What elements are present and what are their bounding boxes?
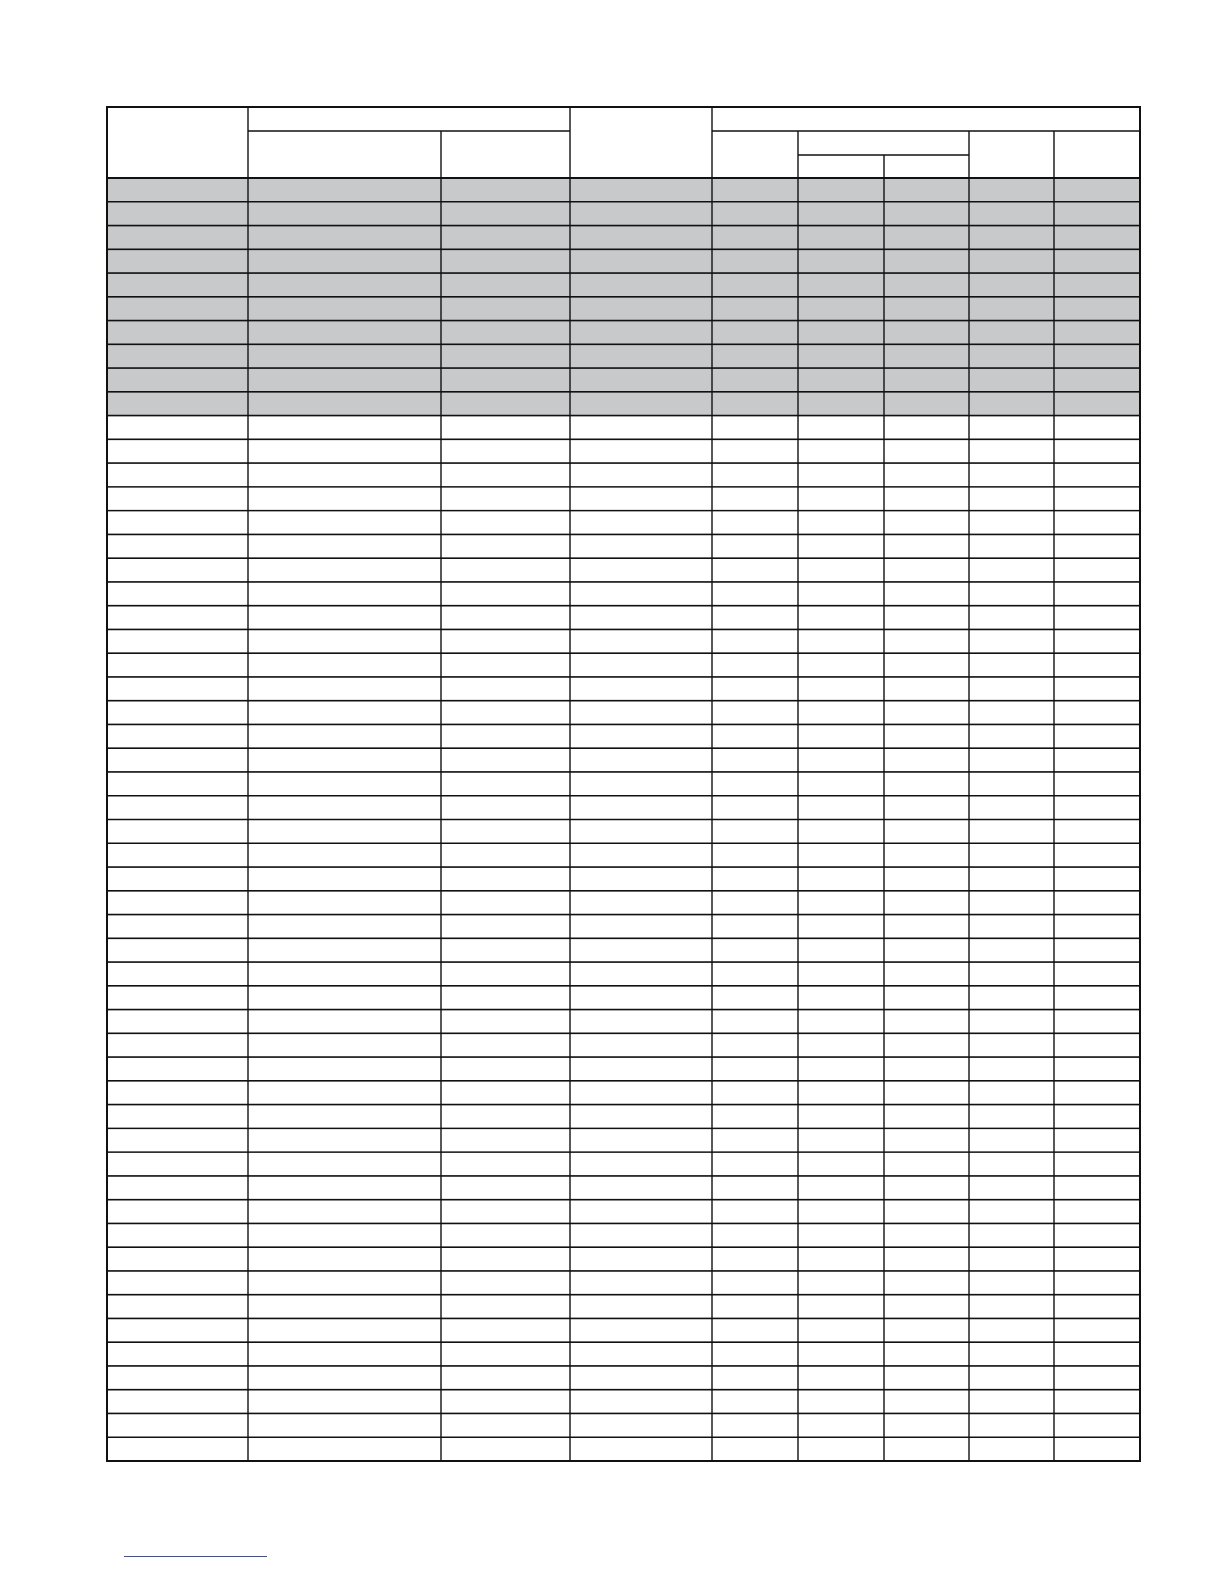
table-header [107,107,1140,178]
table-row [107,511,1140,535]
table-row [107,487,1140,511]
table-row [107,1033,1140,1057]
table-row [107,463,1140,487]
table-row [107,1390,1140,1414]
table-row [107,1318,1140,1342]
shaded-row [107,202,1140,226]
table-row [107,582,1140,606]
shaded-row [107,297,1140,321]
table-row [107,1342,1140,1366]
shaded-row [107,249,1140,273]
table-row [107,1105,1140,1129]
shaded-row [107,226,1140,250]
table-row [107,772,1140,796]
table-row [107,724,1140,748]
shaded-row [107,321,1140,345]
table-row [107,439,1140,463]
table-row [107,653,1140,677]
table-row [107,867,1140,891]
table-row [107,1010,1140,1034]
shaded-row [107,368,1140,392]
table-row [107,1176,1140,1200]
shaded-row [107,178,1140,202]
table-row [107,1223,1140,1247]
table-row [107,1200,1140,1224]
table-row [107,534,1140,558]
table-row [107,938,1140,962]
table-row [107,606,1140,630]
table-row [107,1081,1140,1105]
table-row [107,1437,1140,1461]
table-row [107,1057,1140,1081]
footer-rule [124,1556,267,1557]
table-row [107,748,1140,772]
table-row [107,820,1140,844]
table-row [107,1247,1140,1271]
table-row [107,701,1140,725]
table-row [107,962,1140,986]
table-row [107,1295,1140,1319]
table-row [107,843,1140,867]
shaded-row [107,273,1140,297]
table-row [107,1152,1140,1176]
table-row [107,891,1140,915]
table-row [107,558,1140,582]
table-row [107,1128,1140,1152]
shaded-row [107,392,1140,416]
table-row [107,1366,1140,1390]
table-row [107,796,1140,820]
table-row [107,986,1140,1010]
table-row [107,915,1140,939]
table-row [107,1271,1140,1295]
table-row [107,1413,1140,1437]
shaded-row [107,344,1140,368]
table-row [107,416,1140,440]
table-row [107,629,1140,653]
table-row [107,677,1140,701]
